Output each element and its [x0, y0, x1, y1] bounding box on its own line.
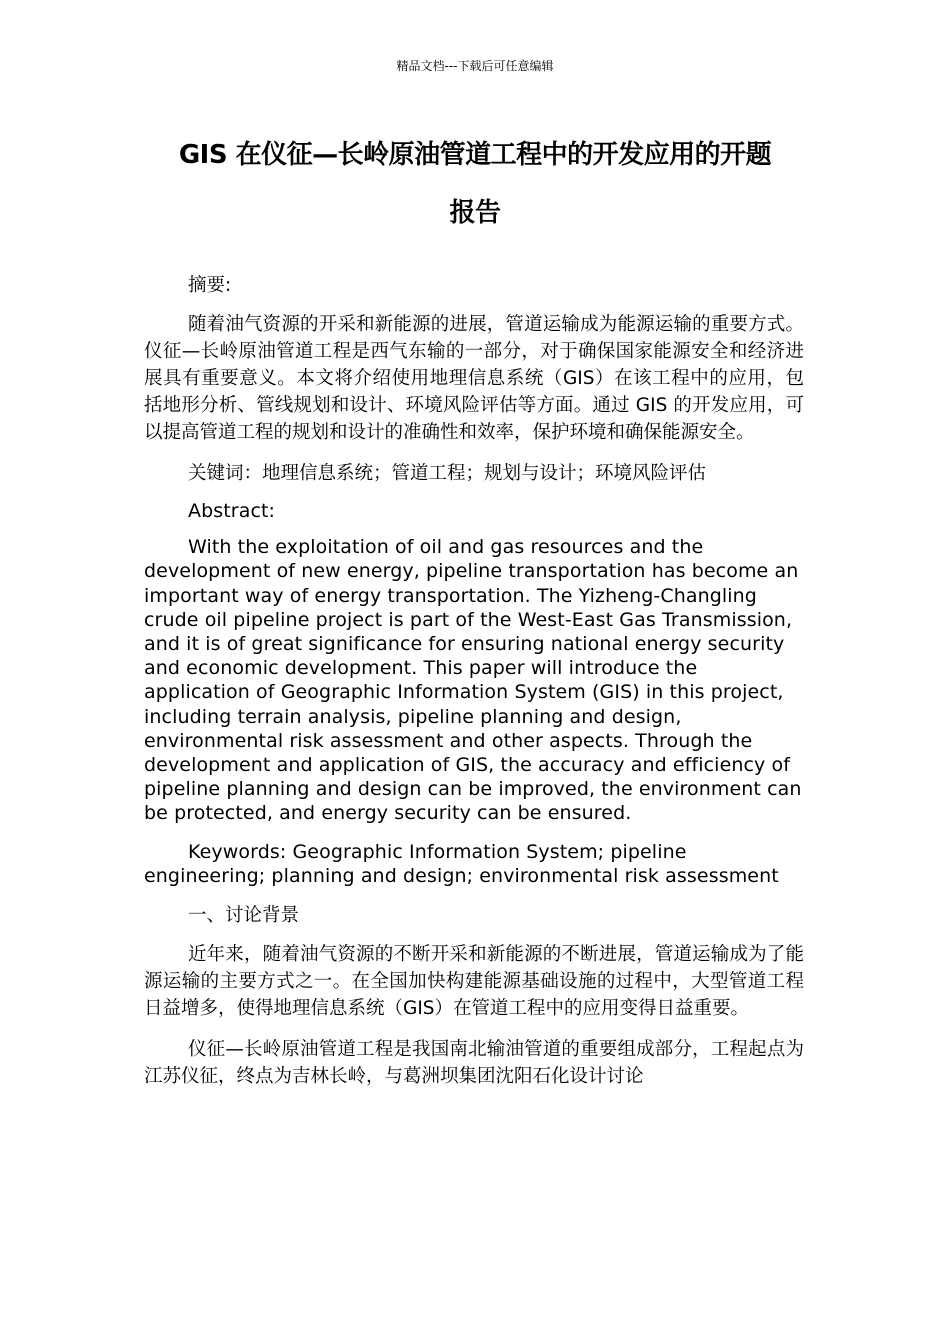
abstract-en-label: Abstract: — [188, 500, 276, 522]
document-title-line-2: 报告 — [449, 198, 501, 228]
abstract-cn-paragraph: 随着油气资源的开采和新能源的进展，管道运输成为能源运输的重要方式。仪征—长岭原油管道工程是西气东输的一部分，对于确保国家能源安全和经济进展具有重要意义。本文将介绍使用地理信息系统（GIS）在该工程中的应用，包括地形分析、管线规划和设计、环境风险评估等方面。通过 GIS 的开发应用，可以提高管道工程的规划和设计的准确性和效率，保护环境和确保能源安全。 — [144, 314, 804, 443]
abstract-cn-label: 摘要: — [188, 275, 232, 296]
abstract-en-paragraph: With the exploitation of oil and gas resources and the development of new energy, pipeline transportation has become an important way of energy transportation. The Yizheng-Changling crude oil pipeline project is part of the West-East Gas Transmission, and it is of great significance for ensuring national energy security and economic development. This paper will introduce the application of Geographic Information System (GIS) in this project, including terrain analysis, pipeline planning and design, environmental risk assessment and other aspects. Through the development and application of GIS, the accuracy and efficiency of pipeline planning and design can be improved, the environment can be protected, and energy security can be ensured. — [144, 536, 802, 825]
document-body — [144, 272, 804, 1104]
keywords-cn: 关键词：地理信息系统；管道工程；规划与设计；环境风险评估 — [188, 463, 707, 484]
section-1-heading: 一、讨论背景 — [188, 905, 300, 927]
document-title-line-1: GIS 在仪征—长岭原油管道工程中的开发应用的开题 — [178, 140, 772, 170]
section-1-paragraph-2: 仪征—长岭原油管道工程是我国南北输油管道的重要组成部分，工程起点为江苏仪征，终点为吉林长岭，与葛洲坝集团沈阳石化设计讨论 — [144, 1039, 804, 1088]
header-note: 精品文档---下载后可任意编辑 — [396, 59, 554, 73]
section-1-paragraph-1: 近年来，随着油气资源的不断开采和新能源的不断进展，管道运输成为了能源运输的主要方式之一。在全国加快构建能源基础设施的过程中，大型管道工程日益增多，使得地理信息系统（GIS）在管道工程中的应用变得日益重要。 — [144, 944, 804, 1020]
keywords-en: Keywords: Geographic Information System; pipeline engineering; planning and design; environmental risk assessment — [144, 840, 779, 887]
